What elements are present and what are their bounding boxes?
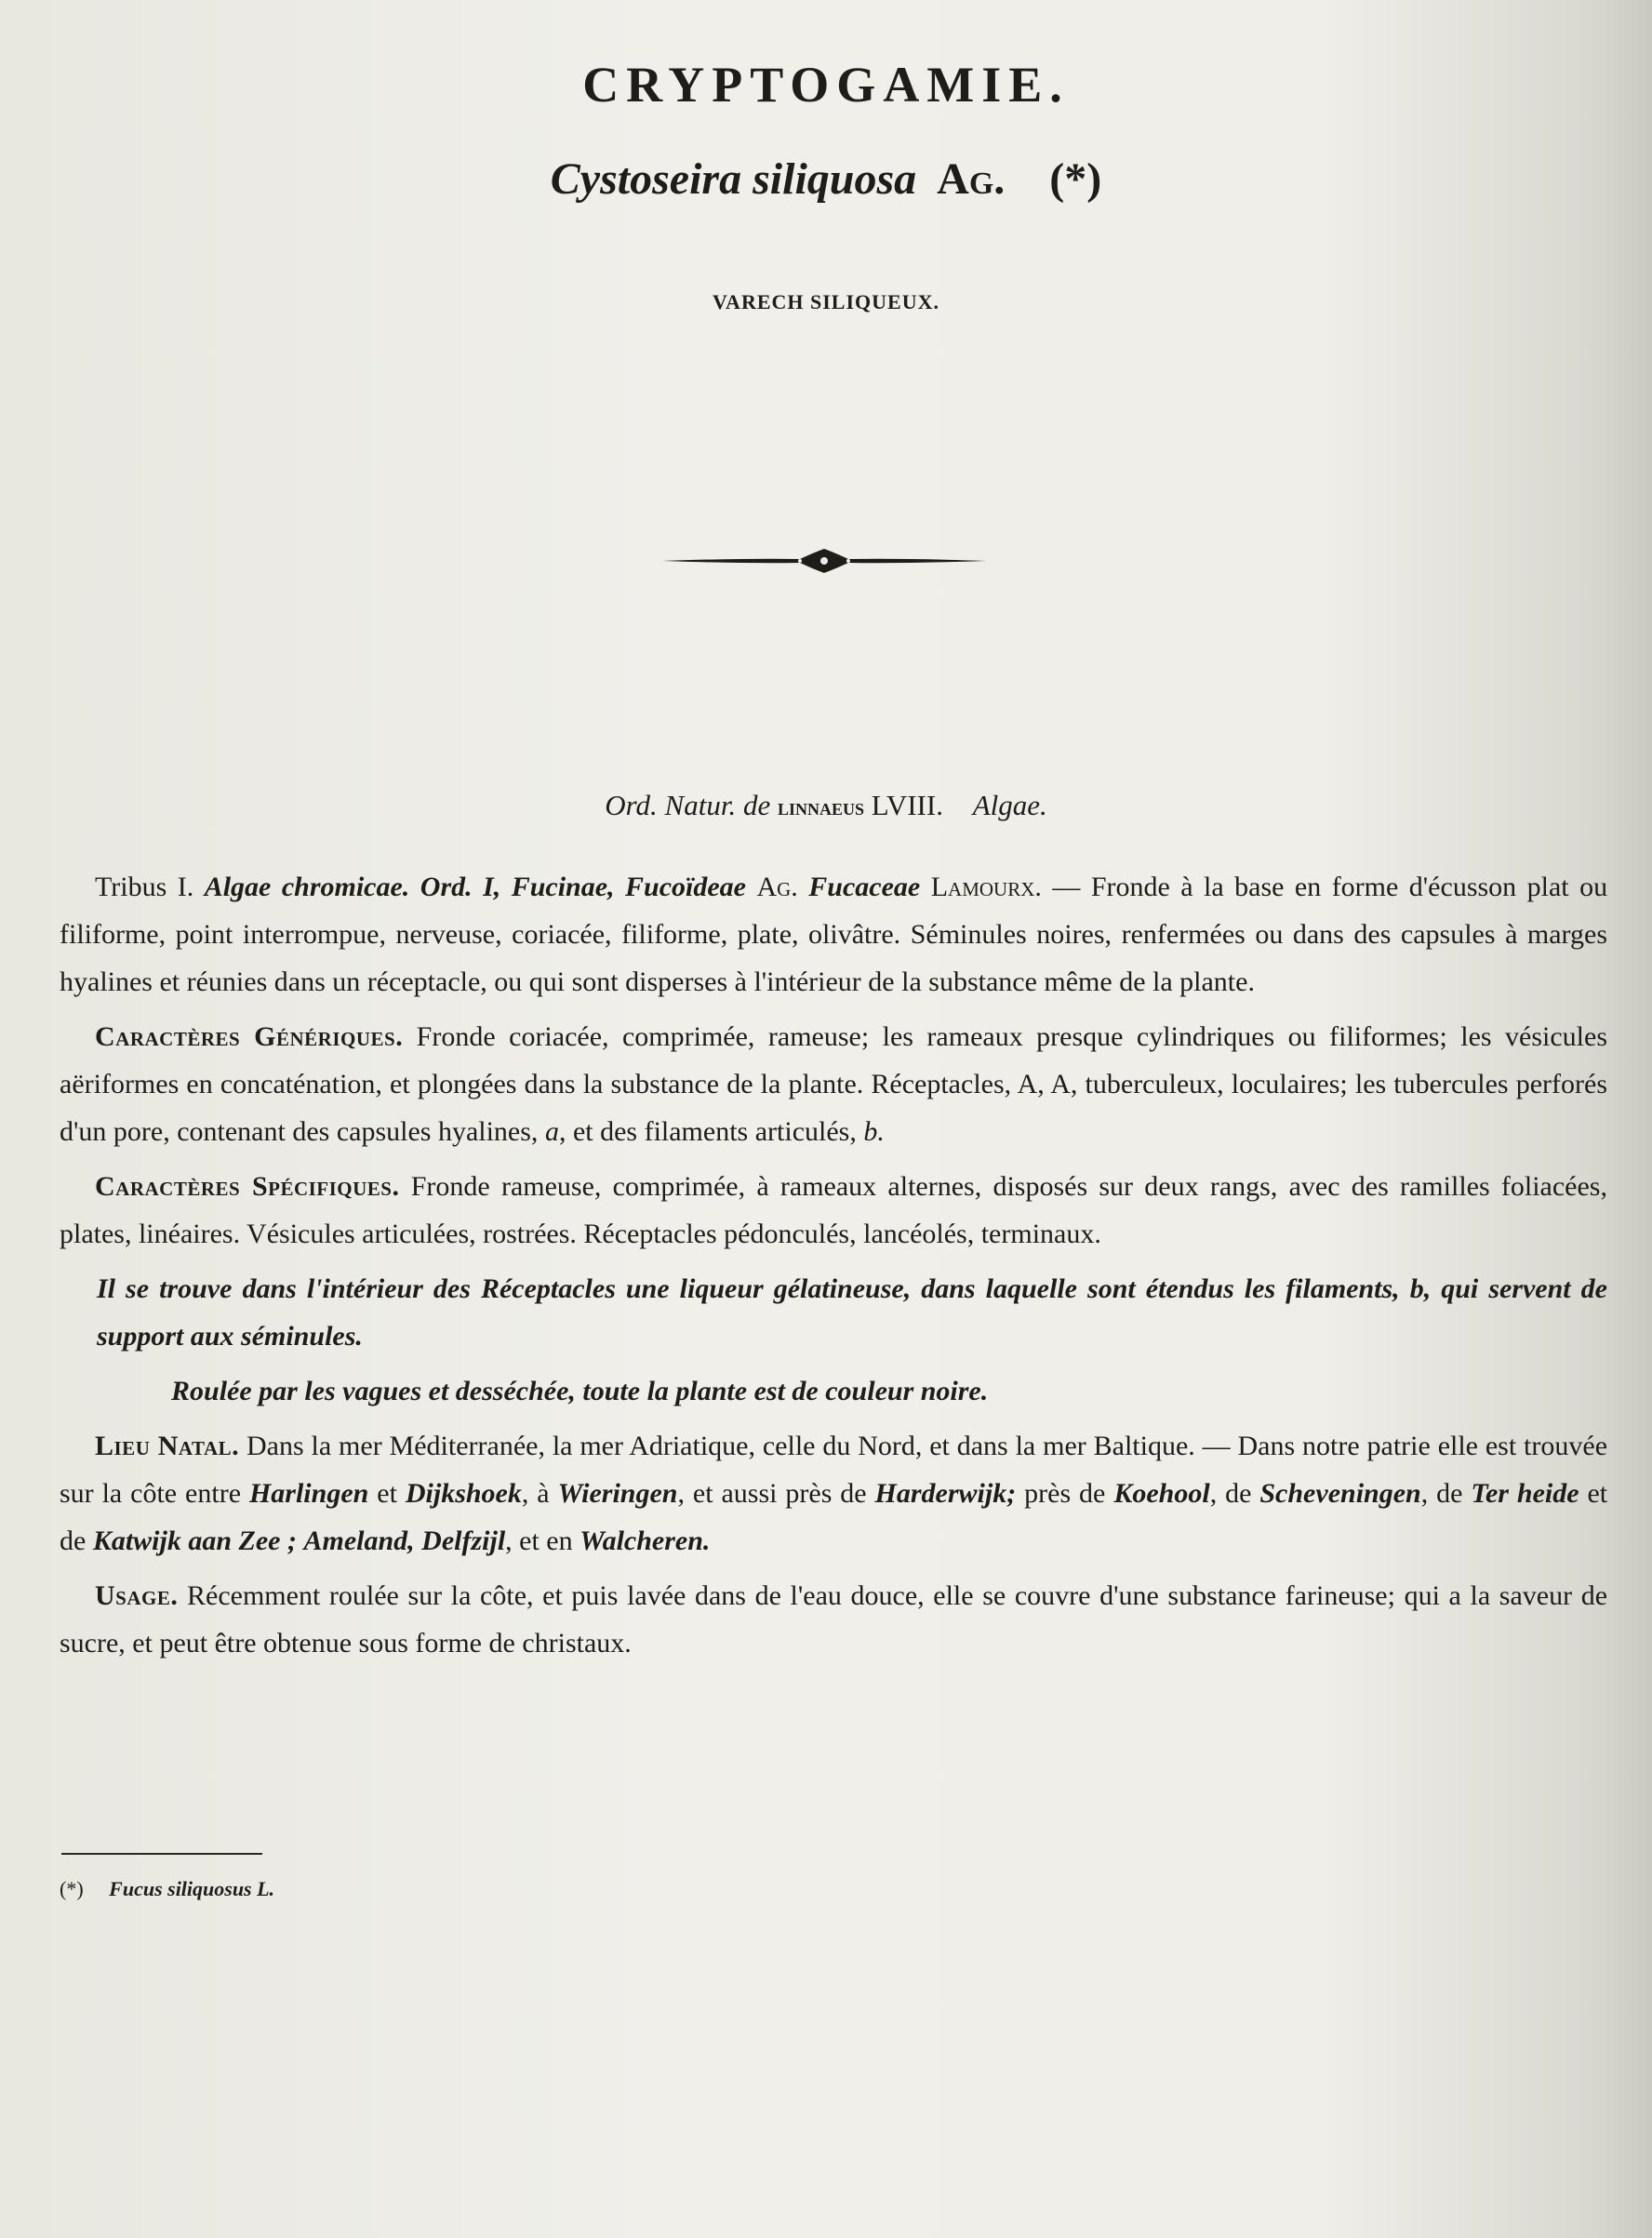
place-wieringen: Wieringen	[557, 1478, 678, 1509]
habitat-t2: et	[377, 1478, 397, 1509]
ordo-line	[0, 789, 1652, 822]
footnote-text: Fucus siliquosus L.	[109, 1877, 275, 1900]
footnote-rule	[61, 1853, 262, 1855]
tribus-t2: Ord. I, Fucinae, Fucoïdeae	[420, 872, 746, 902]
tribus-t3: Ag.	[756, 872, 798, 902]
place-ter-heide: Ter heide	[1471, 1478, 1579, 1509]
place-katwijk: Katwijk aan Zee ;	[92, 1525, 297, 1556]
usage-paragraph	[60, 1572, 1607, 1667]
tribus-paragraph	[60, 863, 1607, 1006]
place-koehool: Koehool	[1113, 1478, 1210, 1509]
generic-lead: Caractères Génériques.	[95, 1021, 404, 1052]
ordo-number: LVIII.	[871, 789, 943, 821]
tribus-t1: Algae chromicae.	[204, 872, 410, 902]
ordo-group: Algae.	[972, 789, 1047, 821]
place-scheveningen: Scheveningen	[1259, 1478, 1421, 1509]
usage-text: Récemment roulée sur la côte, et puis lavée dans de l'eau douce, elle se couvre d'une substance farineuse; qui a la saveur de sucre, et peut être obtenue sous forme de christaux.	[60, 1580, 1608, 1659]
italic-note-1: Il se trouve dans l'intérieur des Réceptacles une liqueur gélatineuse, dans laquelle sont étendus les filaments, b, qui servent de support aux séminules.	[97, 1273, 1607, 1352]
habitat-t1: Dans la mer Méditerranée, la mer Adriatique, celle du Nord, et dans la mer Baltique. — Dans notre patrie elle est trouvée sur la côte entre	[60, 1431, 1608, 1509]
italic-note-2: Roulée par les vagues et desséchée, toute la plante est de couleur noire.	[171, 1376, 989, 1406]
species-authority: Ag.	[937, 154, 1006, 204]
generic-a: a	[544, 1116, 559, 1147]
species-title	[0, 153, 1652, 205]
footnote-reference: (*)	[1049, 154, 1102, 204]
generic-text-a: Fronde coriacée, comprimée, rameuse; les rameaux presque cylindriques ou filiformes; les vésicules aëriformes en concaténation, et plongées dans la substance de la plante. Réceptacles, A, A, tuberculeux, loculaires; les tubercules perforés d'un pore, contenant des capsules hyalines,	[60, 1021, 1607, 1147]
specific-text: Fronde rameuse, comprimée, à rameaux alternes, disposés sur deux rangs, avec des ramilles foliacées, plates, linéaires. Vésicules articulées, rostrées. Réceptacles pédonculés, lancéolés, terminaux.	[60, 1171, 1607, 1249]
habitat-t3: , à	[521, 1478, 550, 1509]
habitat-t6: , de	[1209, 1478, 1252, 1509]
generic-characters-paragraph	[60, 1013, 1607, 1155]
place-walcheren: Walcheren.	[580, 1525, 711, 1556]
habitat-t9: , et en	[505, 1525, 573, 1556]
habitat-t4: , et aussi près de	[677, 1478, 867, 1509]
generic-b: b.	[863, 1116, 885, 1147]
tribus-t4: Fucaceae	[808, 872, 921, 902]
ordo-author: linnaeus	[777, 793, 864, 820]
tribus-t5: Lamourx.	[930, 872, 1042, 902]
footnote	[60, 1877, 274, 1901]
place-harderwijk: Harderwijk;	[874, 1478, 1017, 1509]
habitat-t8: et de	[60, 1478, 1608, 1556]
section-title: CRYPTOGAMIE.	[582, 57, 1070, 113]
description-body	[60, 863, 1607, 1674]
common-name: VARECH SILIQUEUX.	[713, 290, 939, 313]
ornament-divider	[660, 545, 988, 577]
generic-text-b: , et des filaments articulés,	[558, 1116, 857, 1147]
species-name: Cystoseira siliquosa	[550, 154, 917, 204]
habitat-lead: Lieu Natal.	[95, 1431, 240, 1461]
footnote-mark: (*)	[60, 1877, 84, 1900]
place-harlingen: Harlingen	[248, 1478, 369, 1509]
place-ameland-delfzijl: Ameland, Delfzijl	[303, 1525, 506, 1556]
habitat-t7: , de	[1420, 1478, 1463, 1509]
habitat-paragraph	[60, 1422, 1607, 1565]
specific-characters-paragraph	[60, 1163, 1607, 1258]
place-dijkshoek: Dijkshoek	[405, 1478, 522, 1509]
tribus-text: — Fronde à la base en forme d'écusson plat ou filiforme, point interrompue, nerveuse, coriacée, filiforme, plate, olivâtre. Séminules noires, renfermées ou dans des capsules à marges hyalines et réunies dans un réceptacle, ou qui sont disperses à l'intérieur de la substance même de la plante.	[60, 872, 1608, 997]
usage-lead: Usage.	[95, 1580, 179, 1611]
tribus-lead: Tribus I.	[95, 872, 194, 902]
ordo-prefix: Ord. Natur. de	[605, 789, 771, 821]
habitat-t5: près de	[1024, 1478, 1106, 1509]
specific-lead: Caractères Spécifiques.	[95, 1171, 400, 1202]
